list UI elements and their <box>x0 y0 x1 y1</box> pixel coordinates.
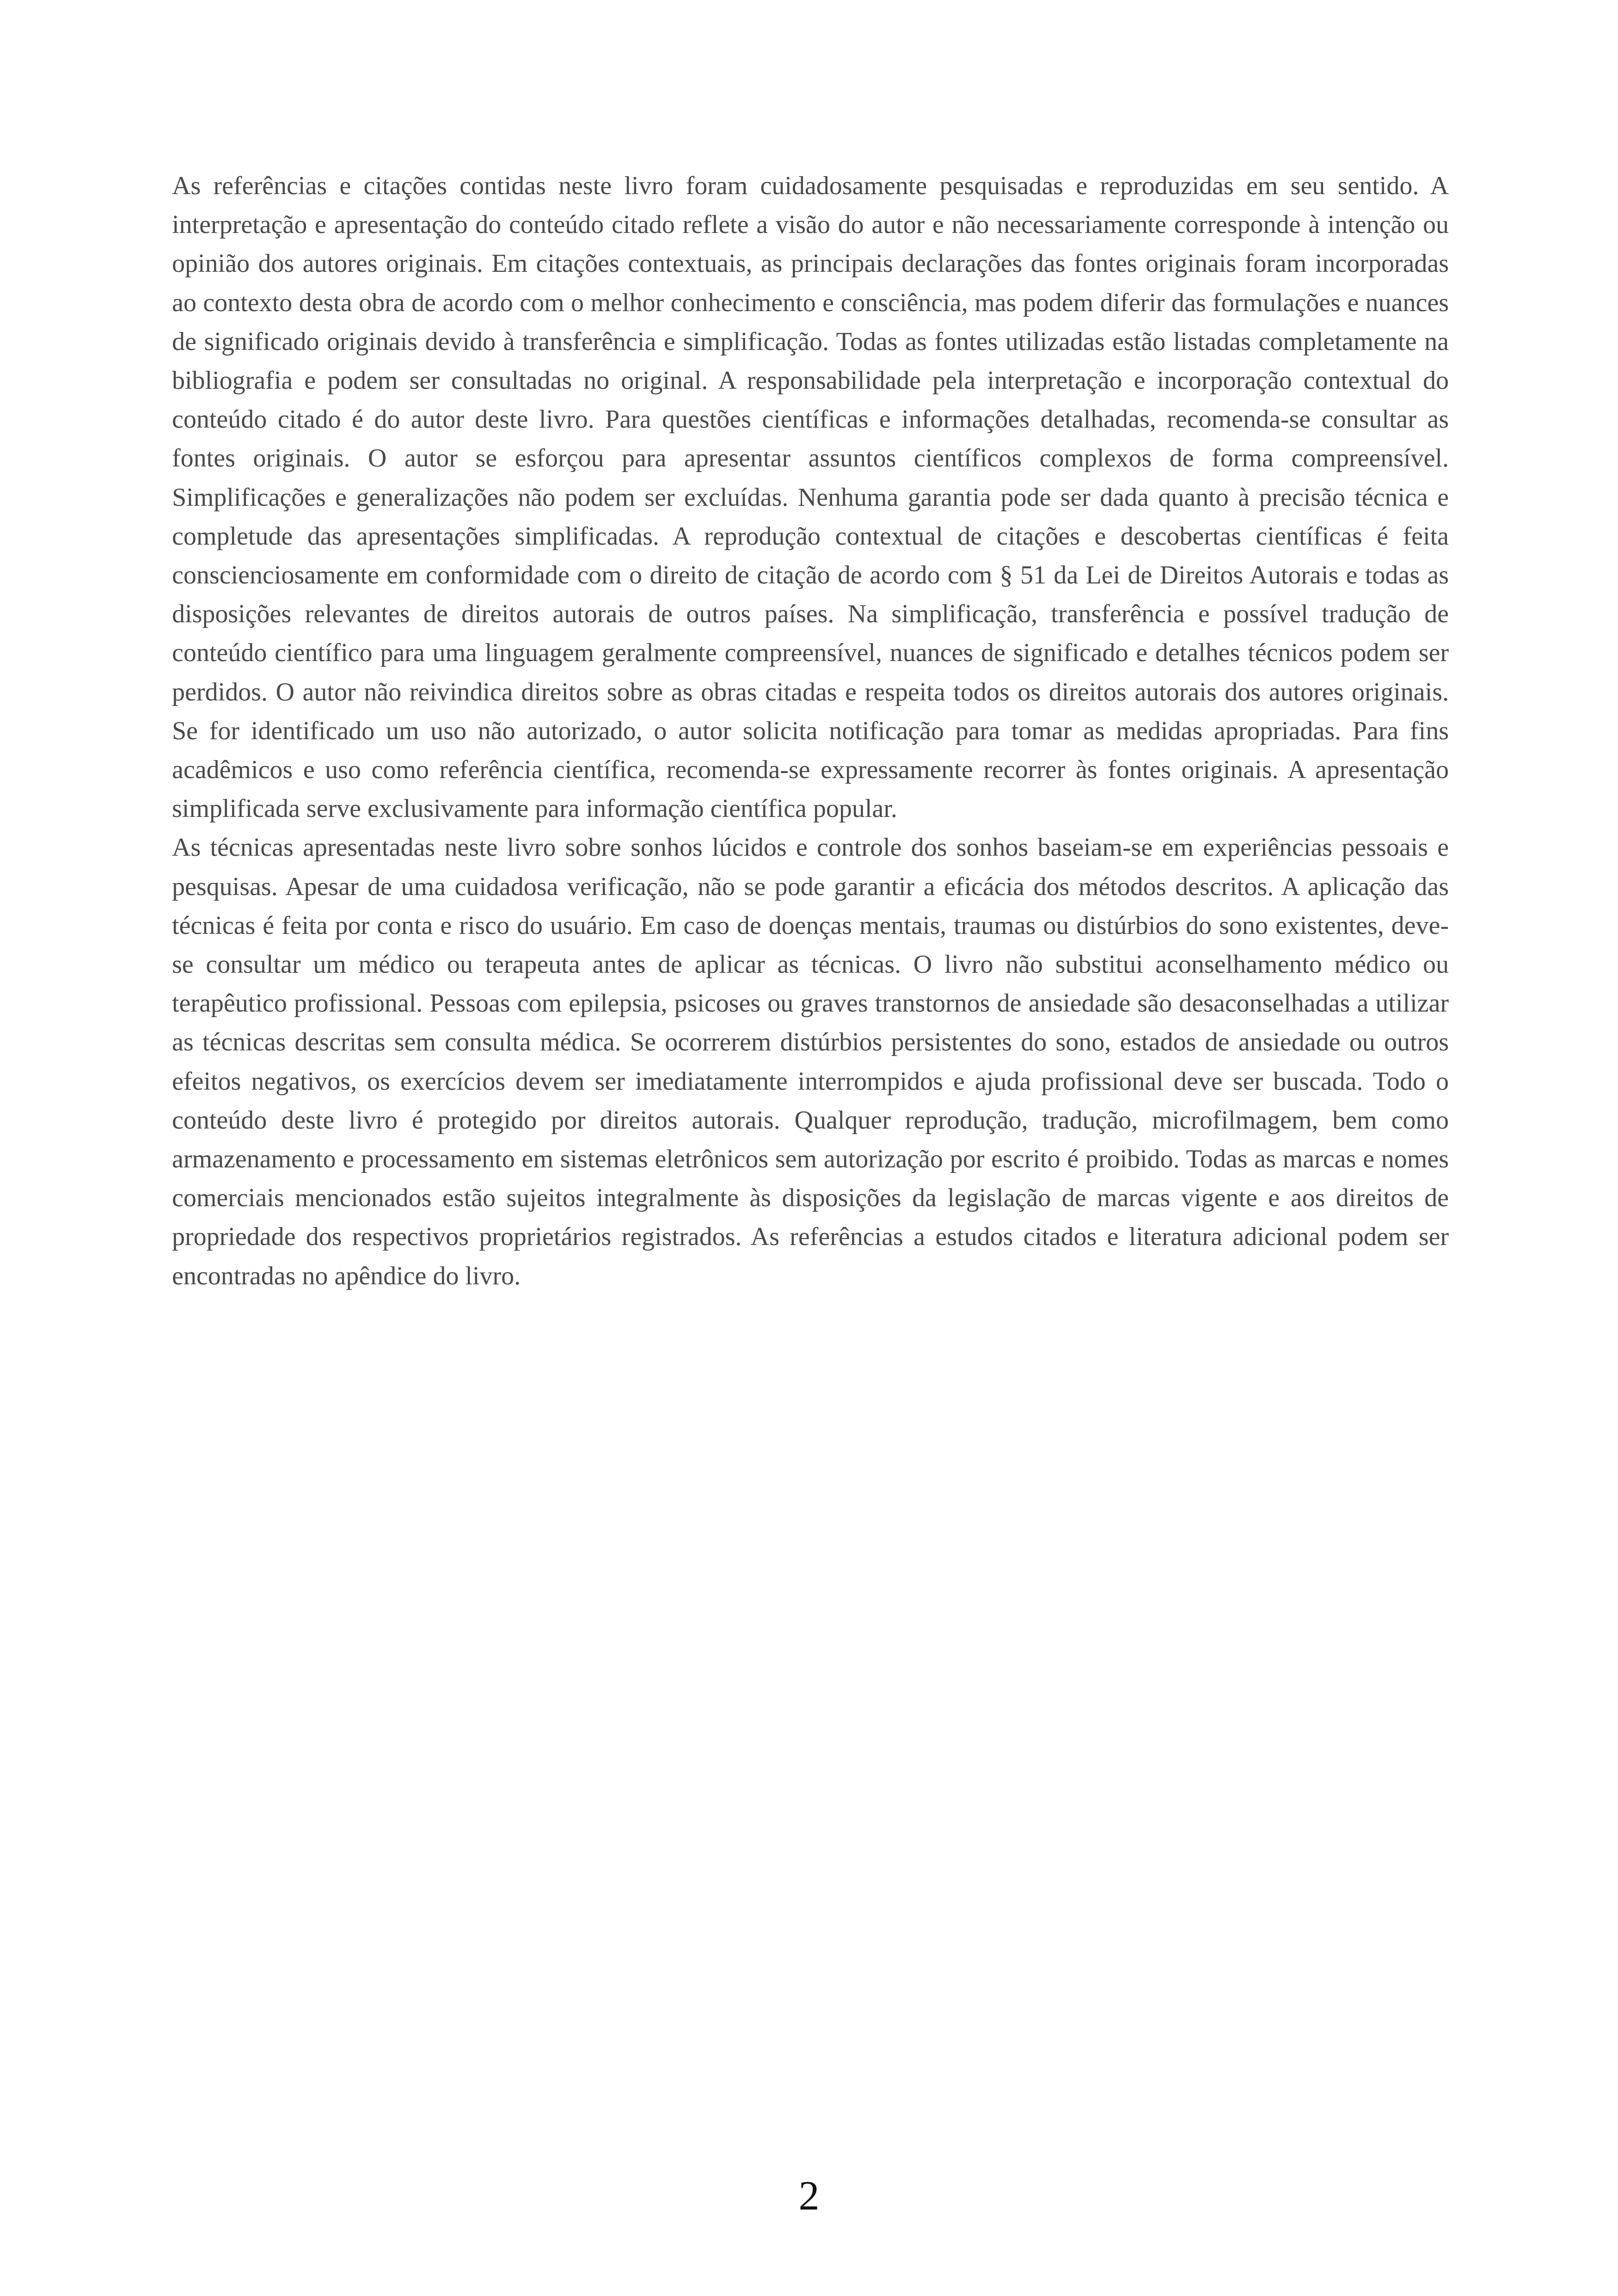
page-number: 2 <box>798 2173 820 2219</box>
body-text <box>172 166 1449 1295</box>
paragraph-references-disclaimer: As referências e citações contidas neste livro foram cuidadosamente pesquisadas e reproduzidas em seu sentido. A interpretação e apresentação do conteúdo citado reflete a visão do autor e não necessariamente corresponde à intenção ou opinião dos autores originais. Em citações contextuais, as principais declarações das fontes originais foram incorporadas ao contexto desta obra de acordo com o melhor conhecimento e consciência, mas podem diferir das formulações e nuances de significado originais devido à transferência e simplificação. Todas as fontes utilizadas estão listadas completamente na bibliografia e podem ser consultadas no original. A responsabilidade pela interpretação e incorporação contextual do conteúdo citado é do autor deste livro. Para questões científicas e informações detalhadas, recomenda-se consultar as fontes originais. O autor se esforçou para apresentar assuntos científicos complexos de forma compreensível. Simplificações e generalizações não podem ser excluídas. Nenhuma garantia pode ser dada quanto à precisão técnica e completude das apresentações simplificadas. A reprodução contextual de citações e descobertas científicas é feita conscienciosamente em conformidade com o direito de citação de acordo com § 51 da Lei de Direitos Autorais e todas as disposições relevantes de direitos autorais de outros países. Na simplificação, transferência e possível tradução de conteúdo científico para uma linguagem geralmente compreensível, nuances de significado e detalhes técnicos podem ser perdidos. O autor não reivindica direitos sobre as obras citadas e respeita todos os direitos autorais dos autores originais. Se for identificado um uso não autorizado, o autor solicita notificação para tomar as medidas apropriadas. Para fins acadêmicos e uso como referência científica, recomenda-se expressamente recorrer às fontes originais. A apresentação simplificada serve exclusivamente para informação científica popular. <box>172 172 1449 823</box>
paragraph-techniques-disclaimer: As técnicas apresentadas neste livro sobre sonhos lúcidos e controle dos sonhos baseiam-se em experiências pessoais e pesquisas. Apesar de uma cuidadosa verificação, não se pode garantir a eficácia dos métodos descritos. A aplicação das técnicas é feita por conta e risco do usuário. Em caso de doenças mentais, traumas ou distúrbios do sono existentes, deve-se consultar um médico ou terapeuta antes de aplicar as técnicas. O livro não substitui aconselhamento médico ou terapêutico profissional. Pessoas com epilepsia, psicoses ou graves transtornos de ansiedade são desaconselhadas a utilizar as técnicas descritas sem consulta médica. Se ocorrerem distúrbios persistentes do sono, estados de ansiedade ou outros efeitos negativos, os exercícios devem ser imediatamente interrompidos e ajuda profissional deve ser buscada. Todo o conteúdo deste livro é protegido por direitos autorais. Qualquer reprodução, tradução, microfilmagem, bem como armazenamento e processamento em sistemas eletrônicos sem autorização por escrito é proibido. Todas as marcas e nomes comerciais mencionados estão sujeitos integralmente às disposições da legislação de marcas vigente e aos direitos de propriedade dos respectivos proprietários registrados. As referências a estudos citados e literatura adicional podem ser encontradas no apêndice do livro. <box>172 833 1449 1290</box>
